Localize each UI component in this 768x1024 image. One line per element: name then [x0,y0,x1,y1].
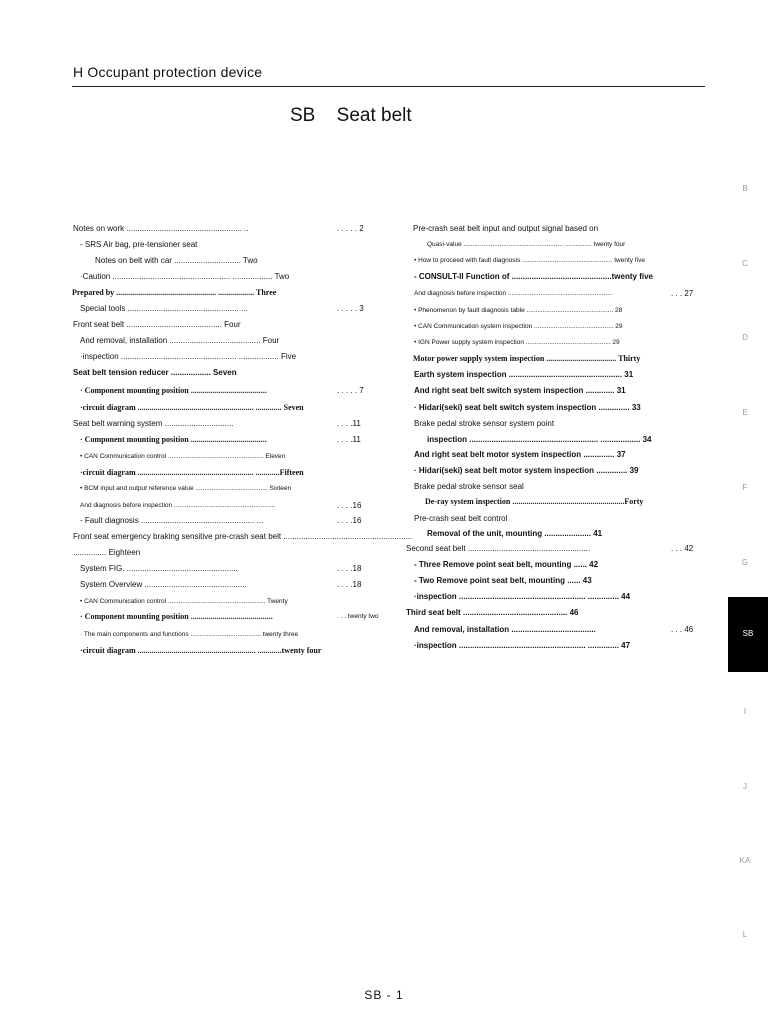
page-title [290,105,412,127]
toc-entry: ·circuit diagram ........................................................... ............twenty four [80,646,322,655]
toc-entry: • IGN Power supply system inspection ............................................... 29 [414,339,620,346]
toc-entry: ·circuit diagram .......................................................... ............. Seven [80,403,304,412]
toc-entry: • Phenomenon by fault diagnosis table ................................................ 28 [414,307,623,314]
toc-entry: Motor power supply system inspection ................................... Thirty [413,354,641,363]
toc-page-number: . . . .11 [337,435,361,444]
toc-entry: - Three Remove point seat belt, mounting ...... 42 [414,560,599,569]
toc-entry: Seat belt tension reducer .................. Seven [73,368,237,377]
toc-entry: System Overview .............................................. [80,580,247,589]
toc-entry: And diagnosis before inspection .......................................................... [414,290,613,297]
toc-entry: System FIG. .................................................. [80,564,238,573]
toc-entry: ·Caution ..................................................... .................. Two [80,272,290,281]
toc-entry: Prepared by .................................................. .................. Three [72,288,277,297]
toc-page-number: . . . .18 [337,580,362,589]
toc-entry: Brake pedal stroke sensor system point [414,419,555,428]
page-footer: SB - 1 [364,988,404,1002]
toc-entry: · Hidari(seki) seat belt switch system inspection .............. 33 [414,403,641,412]
toc-entry: · Component mounting position ......................................... [80,612,273,621]
side-tab[interactable]: B [742,184,748,193]
toc-entry: ............... Eighteen [73,548,141,557]
page-title-code: SB [290,105,316,126]
toc-entry: Quasi-value ....................................................... ............... twenty four [427,241,626,248]
toc-entry: And removal, installation ......................................... Four [80,336,280,345]
toc-page-number: . . . .16 [337,501,362,510]
toc-entry: Earth system inspection ................................................... 31 [414,370,634,379]
side-tab-active[interactable] [728,597,768,672]
toc-entry: And diagnosis before inspection ........................................................ [80,502,276,509]
toc-entry: inspection .......................................................... .................. 34 [427,435,652,444]
toc-entry: - Fault diagnosis ................................................... ... [80,516,264,525]
side-tab[interactable]: E [742,408,748,417]
toc-entry: ·inspection ......................................................... .............. 44 [414,592,631,601]
toc-entry: • CAN Communication control ...................................................... Twenty [80,598,288,605]
toc-entry: Seat belt warning system ............................... [73,419,234,428]
toc-entry: • BCM input and output reference value ........................................ Sixteen [80,485,292,492]
side-tab[interactable]: G [741,558,749,567]
side-tab[interactable]: F [742,483,748,492]
toc-entry: • CAN Communication system inspection ............................................ 29 [414,323,623,330]
side-tab[interactable]: L [742,930,748,939]
toc-entry: ·inspection .................................................... .................. Five [80,352,297,361]
side-tab-label: SB [742,629,754,638]
toc-entry: • CAN Communication control ..................................................... Eleven [80,453,286,460]
toc-page-number: . . . . . 7 [337,386,364,395]
toc-entry: ·circuit diagram .......................................................... ............Fifteen [80,468,304,477]
toc-entry: Notes on belt with car .............................. Two [95,256,258,265]
toc-entry: Special tools .................................................. ... [80,304,248,313]
toc-entry: Pre-crash seat belt control [414,514,508,523]
toc-entry: · Component mounting position ...................................... [80,435,267,444]
section-title: H Occupant protection device [73,64,263,80]
toc-entry: · Hidari(seki) seat belt motor system inspection .............. 39 [414,466,639,475]
toc-entry: - Two Remove point seat belt, mounting ...... 43 [414,576,592,585]
toc-page-number: . . . 27 [671,289,694,298]
toc-page-number: . . . . . 2 [337,224,364,233]
toc-entry: De-ray system inspection ........................................................Forty [425,497,644,506]
toc-entry: Third seat belt ............................................... 46 [406,608,579,617]
toc-page-number: . . . twenty two [337,613,379,620]
toc-entry: Notes on work .................................................... .. [73,224,249,233]
toc-entry: - CONSULT-II Function of .............................................twenty five [414,272,653,281]
toc-entry: And right seat belt switch system inspection ............. 31 [414,386,626,395]
toc-page-number: . . . .16 [337,516,362,525]
toc-entry: · The main components and functions ....................................... twenty three [80,631,299,638]
toc-page-number: . . . 46 [671,625,694,634]
toc-entry: Pre-crash seat belt input and output signal based on [413,224,599,233]
toc-page-number: . . . 42 [671,544,694,553]
page-title-text: Seat belt [336,105,412,126]
toc-entry: · Component mounting position ...................................... [80,386,267,395]
header-rule [72,86,705,87]
toc-page-number: . . . . . 3 [337,304,364,313]
toc-entry: - SRS Air bag, pre-tensioner seat [80,240,198,249]
toc-entry: Brake pedal stroke sensor seal [414,482,524,491]
toc-page-number: . . . .18 [337,564,362,573]
toc-entry: ·inspection ......................................................... .............. 47 [414,641,631,650]
side-tab[interactable]: D [742,333,748,342]
side-tab[interactable]: C [742,259,748,268]
toc-entry: Front seat emergency braking sensitive pre-crash seat belt .......................................................... [73,532,413,541]
toc-entry: Second seat belt ....................................................... [406,544,591,553]
toc-entry: And right seat belt motor system inspection .............. 37 [414,450,626,459]
toc-page-number: . . . .11 [337,419,361,428]
toc-entry: Front seat belt ........................................... Four [73,320,241,329]
side-tab[interactable]: KA [739,856,751,865]
toc-entry: Removal of the unit, mounting ..................... 41 [427,529,603,538]
toc-entry: • How to proceed with fault diagnosis .................................................. twenty five [414,257,645,264]
side-tab[interactable]: I [743,707,747,716]
toc-entry: And removal, installation ...................................... [414,625,596,634]
side-tab[interactable]: J [743,782,747,791]
